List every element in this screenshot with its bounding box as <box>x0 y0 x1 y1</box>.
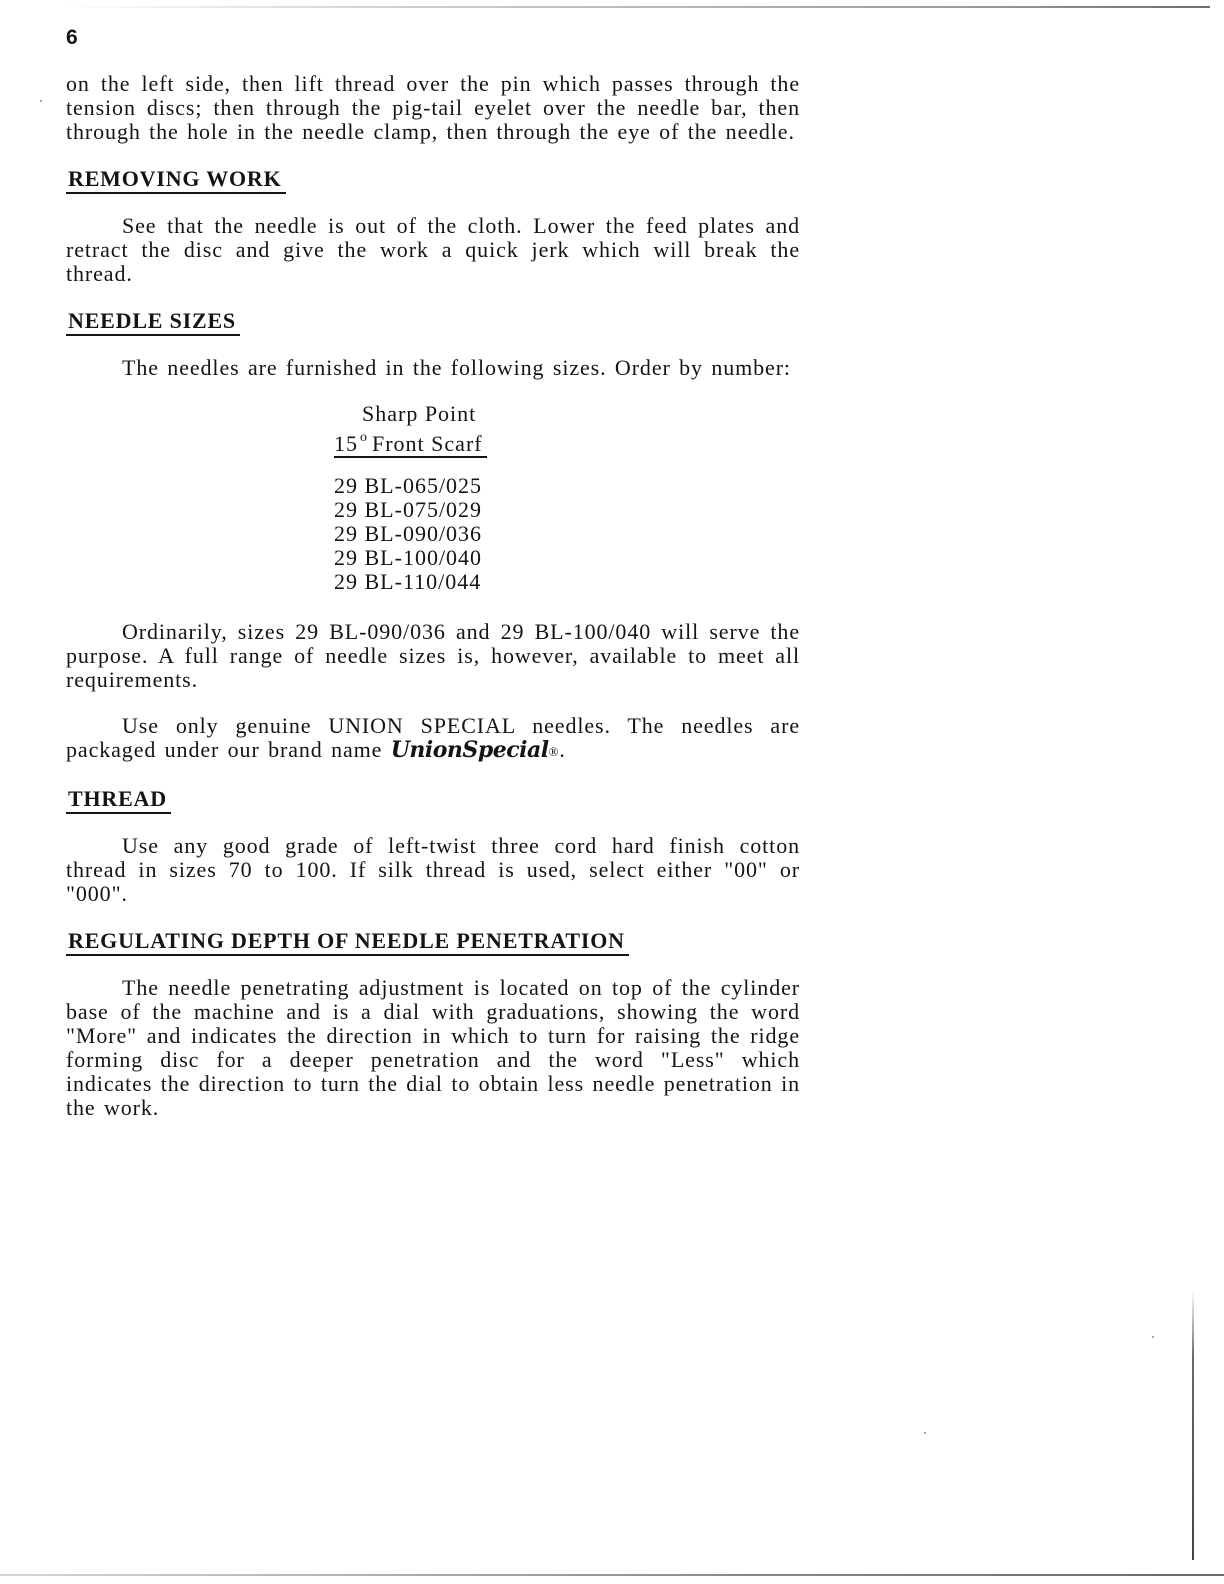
scan-speck <box>1152 1336 1154 1338</box>
registered-mark: ® <box>548 744 560 759</box>
needle-size-list <box>334 474 534 594</box>
brand-period: . <box>559 737 566 762</box>
regulating-depth-heading: REGULATING DEPTH OF NEEDLE PENETRATION <box>66 928 629 956</box>
page-body <box>66 72 800 1120</box>
needle-table-header-point: Sharp Point <box>362 401 477 426</box>
needle-table-header-scarf-line <box>334 426 483 456</box>
needle-size-item: 29 BL-100/040 <box>334 545 483 570</box>
needle-table-header-angle: 15 <box>334 431 358 456</box>
needle-size-item: 29 BL-065/025 <box>334 473 483 498</box>
needle-sizes-paragraph: The needles are furnished in the following sizes. Order by number: <box>122 355 791 380</box>
needle-table-header-scarf: Front Scarf <box>372 431 483 456</box>
needle-size-item: 29 BL-075/029 <box>334 497 483 522</box>
scan-speck <box>40 100 42 102</box>
thread-heading: THREAD <box>66 786 171 814</box>
needle-sizes-heading: NEEDLE SIZES <box>66 308 240 336</box>
scan-edge-top <box>60 6 1210 8</box>
needle-selection-paragraph: Ordinarily, sizes 29 BL-090/036 and 29 BL-100/040 will serve the purpose. A full range of needle sizes is, however, available to meet all requirements. <box>66 619 800 692</box>
degree-sign: o <box>360 430 368 445</box>
genuine-needles-paragraph <box>66 714 800 764</box>
thread-paragraph: Use any good grade of left-twist three cord hard finish cotton thread in sizes 70 to 100. If silk thread is used, select either "00" or "000". <box>66 833 800 906</box>
page-number: 6 <box>66 26 78 49</box>
needle-size-table <box>334 402 534 594</box>
genuine-needles-text: Use only genuine UNION SPECIAL needles. The needles are packaged under our brand name <box>66 713 800 762</box>
scan-edge-bottom <box>0 1574 1224 1576</box>
needle-table-header <box>334 402 487 458</box>
union-special-logo: UnionSpecial <box>390 737 549 763</box>
removing-work-paragraph: See that the needle is out of the cloth. Lower the feed plates and retract the disc and give the work a quick jerk which will break the thread. <box>66 213 800 286</box>
needle-size-item: 29 BL-110/044 <box>334 569 482 594</box>
regulating-depth-paragraph: The needle penetrating adjustment is located on top of the cylinder base of the machine and is a dial with graduations, showing the word "More" and indicates the direction in which to turn for raising the ridge forming disc for a deeper penetration and the word "Less" which indicates the direction to turn the dial to obtain less needle penetration in the work. <box>66 975 800 1120</box>
needle-size-item: 29 BL-090/036 <box>334 521 483 546</box>
scan-edge-right <box>1192 1290 1194 1560</box>
intro-paragraph: on the left side, then lift thread over the pin which passes through the tension discs; then through the pig-tail eyelet over the needle bar, then through the hole in the needle clamp, then through the eye of the needle. <box>66 71 800 144</box>
removing-work-heading: REMOVING WORK <box>66 166 286 194</box>
scan-speck <box>924 1432 926 1434</box>
